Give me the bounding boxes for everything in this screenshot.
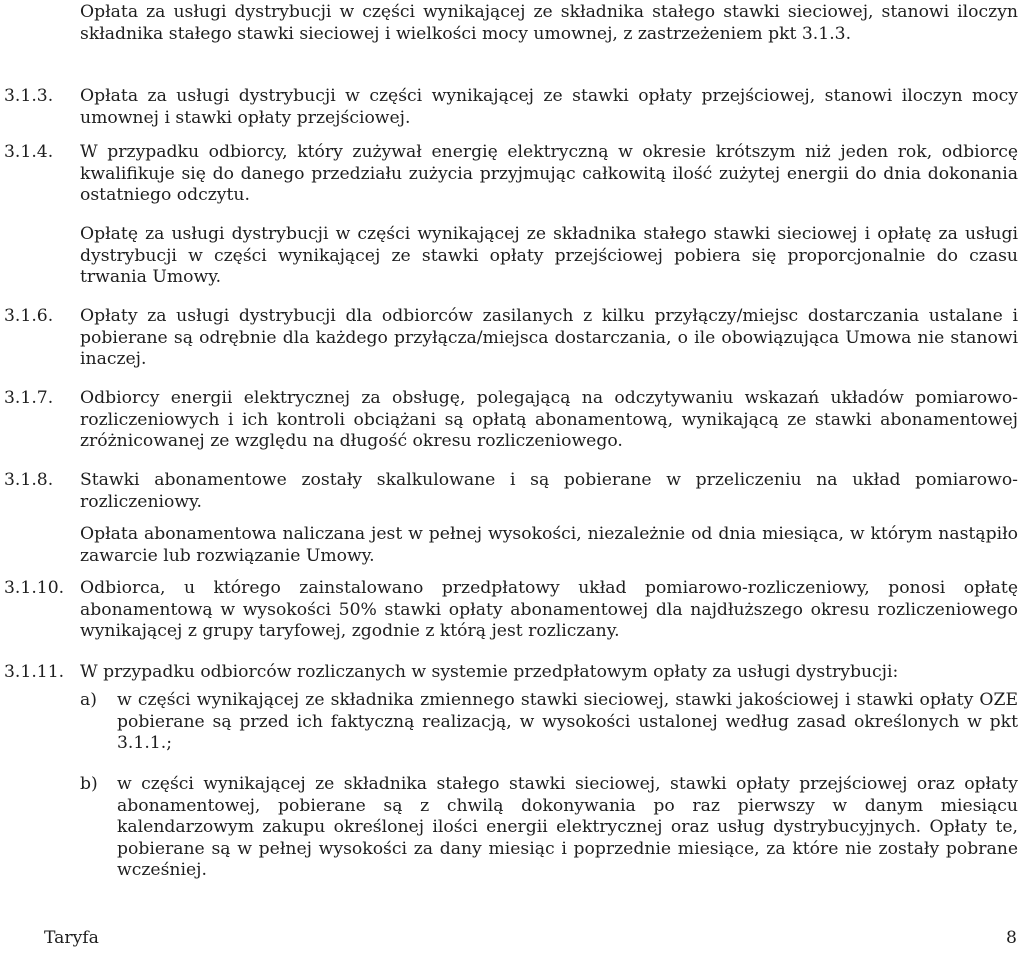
paragraph-number: 3.1.11. <box>4 662 65 682</box>
page-number: 8 <box>1006 928 1017 948</box>
paragraph-proportional-fee: Opłatę za usługi dystrybucji w części wynikającej ze składnika stałego stawki sieciowej i opłatę za usługi dystrybucji w części wynikającej ze stawki opłaty przejściowej pobiera się proporcjonalnie do czasu trwania Umowy. <box>80 224 1018 288</box>
paragraph-3-1-6: Opłaty za usługi dystrybucji dla odbiorców zasilanych z kilku przyłączy/miejsc dostarczania ustalane i pobierane są odrębnie dla każdego przyłącza/miejsca dostarczania, o ile obowiązująca Umowa nie stanowi inaczej. <box>80 306 1018 370</box>
paragraph-3-1-8: Stawki abonamentowe zostały skalkulowane i są pobierane w przeliczeniu na układ pomiarowo-rozliczeniowy. <box>80 470 1018 512</box>
paragraph-3-1-11: W przypadku odbiorców rozliczanych w systemie przedpłatowym opłaty za usługi dystrybucji: <box>80 662 899 682</box>
paragraph-number: 3.1.10. <box>4 578 65 598</box>
paragraph-number: 3.1.4. <box>4 142 54 162</box>
paragraph-number: 3.1.7. <box>4 388 54 408</box>
paragraph-3-1-7: Odbiorcy energii elektrycznej za obsługę, polegającą na odczytywaniu wskazań układów pomiarowo-rozliczeniowych i ich kontroli obciążani są opłatą abonamentową, wynikającą ze stawki abonamentowej zróżnicowanej ze względu na długość okresu rozliczeniowego. <box>80 388 1018 452</box>
subitem-a: w części wynikającej ze składnika zmiennego stawki sieciowej, stawki jakościowej i stawki opłaty OZE pobierane są przed ich faktyczną realizacją, w wysokości ustalonej według zasad określonych w pkt 3.1.1.; <box>117 690 1018 754</box>
paragraph-subscription-fee: Opłata abonamentowa naliczana jest w pełnej wysokości, niezależnie od dnia miesiąca, w którym nastąpiło zawarcie lub rozwiązanie Umowy. <box>80 524 1018 566</box>
subitem-letter: a) <box>80 690 97 710</box>
subitem-letter: b) <box>80 774 98 794</box>
paragraph-number: 3.1.6. <box>4 306 54 326</box>
paragraph-number: 3.1.8. <box>4 470 54 490</box>
paragraph-number: 3.1.3. <box>4 86 54 106</box>
paragraph-3-1-10: Odbiorca, u którego zainstalowano przedpłatowy układ pomiarowo-rozliczeniowy, ponosi opłatę abonamentową w wysokości 50% stawki opłaty abonamentowej dla najdłuższego okresu rozliczeniowego wynikającej z grupy taryfowej, zgodnie z którą jest rozliczany. <box>80 578 1018 642</box>
footer-title: Taryfa <box>44 928 99 948</box>
paragraph-3-1-3: Opłata za usługi dystrybucji w części wynikającej ze stawki opłaty przejściowej, stanowi iloczyn mocy umownej i stawki opłaty przejściowej. <box>80 86 1018 128</box>
subitem-b: w części wynikającej ze składnika stałego stawki sieciowej, stawki opłaty przejściowej oraz opłaty abonamentowej, pobierane są z chwilą dokonywania po raz pierwszy w danym miesiącu kalendarzowym zakupu określonej ilości energii elektrycznej oraz usług dystrybucyjnych. Opłaty te, pobierane są w pełnej wysokości za dany miesiąc i poprzednie miesiące, za które nie zostały pobrane wcześniej. <box>117 774 1018 881</box>
paragraph-continuation-3-1-2: Opłata za usługi dystrybucji w części wynikającej ze składnika stałego stawki sieciowej, stanowi iloczyn składnika stałego stawki sieciowej i wielkości mocy umownej, z zastrzeżeniem pkt 3.1.3. <box>80 2 1018 44</box>
paragraph-3-1-4: W przypadku odbiorcy, który zużywał energię elektryczną w okresie krótszym niż jeden rok, odbiorcę kwalifikuje się do danego przedziału zużycia przyjmując całkowitą ilość zużytej energii do dnia dokonania ostatniego odczytu. <box>80 142 1018 206</box>
